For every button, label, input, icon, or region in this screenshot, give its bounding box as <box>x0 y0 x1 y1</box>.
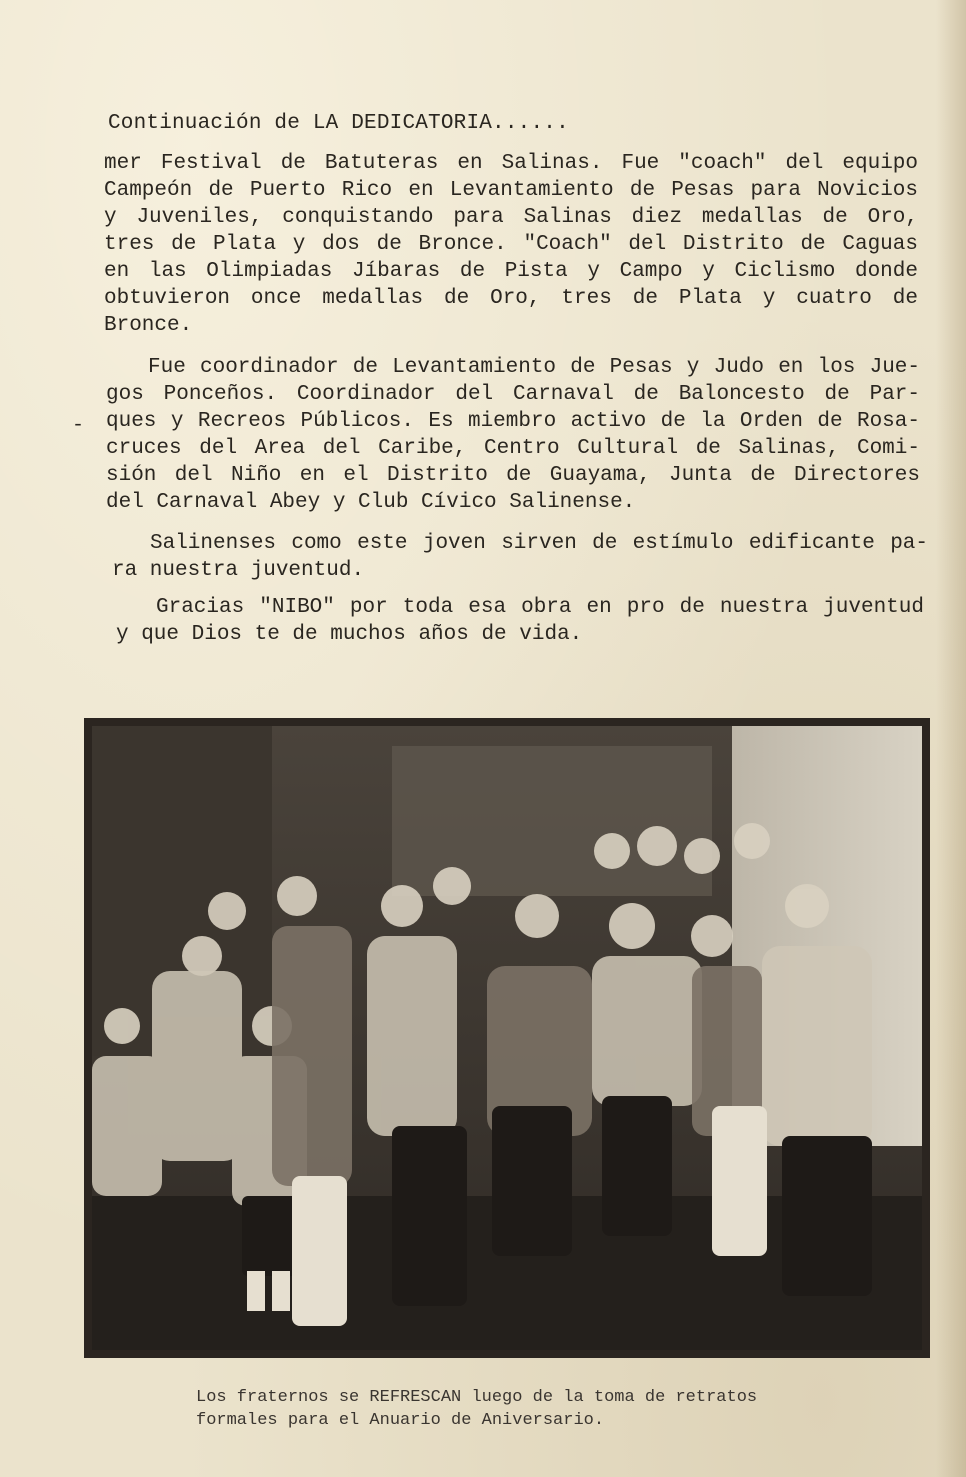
text-line: gos Ponceños. Coordinador del Carnaval de Baloncesto de Par- <box>106 383 920 406</box>
text-line: en las Olimpiadas Jíbaras de Pista y Campo y Ciclismo donde <box>104 260 918 283</box>
paragraph-achievements <box>104 150 918 339</box>
continuation-heading: Continuación de LA DEDICATORIA...... <box>108 112 569 135</box>
caption-line: Los fraternos se REFRESCAN luego de la toma de retratos <box>196 1388 758 1407</box>
text-line: y que Dios te de muchos años de vida. <box>116 623 583 646</box>
text-line: y Juveniles, conquistando para Salinas diez medallas de Oro, <box>104 206 918 229</box>
text-line: ques y Recreos Públicos. Es miembro activo de la Orden de Rosa- <box>106 410 920 433</box>
caption-line: formales para el Anuario de Aniversario. <box>196 1411 605 1430</box>
text-line: cruces del Area del Caribe, Centro Cultural de Salinas, Comi- <box>106 437 920 460</box>
text-line: Fue coordinador de Levantamiento de Pesas y Judo en los Jue- <box>148 356 920 379</box>
text-line: sión del Niño en el Distrito de Guayama, Junta de Directores <box>106 464 920 487</box>
paragraph-thanks <box>116 594 924 648</box>
margin-mark: - <box>72 414 85 437</box>
group-photo <box>92 726 922 1350</box>
photo-caption <box>196 1386 757 1432</box>
text-line: Salinenses como este joven sirven de estímulo edificante pa- <box>150 532 928 555</box>
text-line: mer Festival de Batuteras en Salinas. Fue "coach" del equipo <box>104 152 918 175</box>
text-line: tres de Plata y dos de Bronce. "Coach" del Distrito de Caguas <box>104 233 918 256</box>
paragraph-stimulus <box>112 530 928 584</box>
paragraph-roles <box>106 354 920 516</box>
text-line: Gracias "NIBO" por toda esa obra en pro de nuestra juventud <box>156 596 924 619</box>
text-line: Campeón de Puerto Rico en Levantamiento de Pesas para Novicios <box>104 179 918 202</box>
text-line: ra nuestra juventud. <box>112 559 365 582</box>
group-photo-illustration <box>92 726 922 1350</box>
text-line: obtuvieron once medallas de Oro, tres de Plata y cuatro de <box>104 287 918 310</box>
text-line: Bronce. <box>104 314 193 337</box>
group-photo-frame <box>84 718 930 1358</box>
text-line: del Carnaval Abey y Club Cívico Salinense. <box>106 491 636 514</box>
page-edge-shadow <box>936 0 966 1477</box>
